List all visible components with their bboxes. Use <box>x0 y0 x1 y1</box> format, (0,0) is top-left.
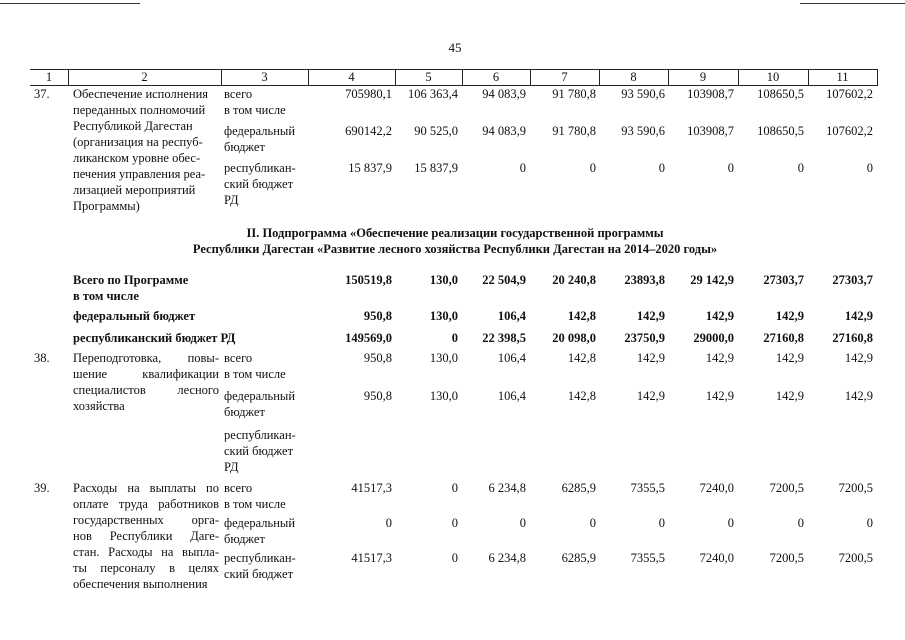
value-cell: 7200,5 <box>838 551 873 565</box>
desc-line: лизацией мероприятий <box>73 183 196 197</box>
value-cell: 130,0 <box>429 351 458 365</box>
source-line: РД <box>224 193 239 207</box>
value-cell: 142,9 <box>705 351 734 365</box>
column-header: 11 <box>836 70 849 84</box>
section-title-line: II. Подпрограмма «Обеспечение реализации государственной программы <box>246 226 664 240</box>
value-cell: 7240,0 <box>699 481 734 495</box>
value-cell: 0 <box>658 161 665 175</box>
desc-line: (организация на респуб- <box>73 135 203 149</box>
value-cell: 0 <box>866 516 873 530</box>
value-cell: 142,8 <box>567 309 596 323</box>
value-cell: 90 525,0 <box>414 124 458 138</box>
value-cell: 0 <box>589 161 596 175</box>
value-cell: 7355,5 <box>630 481 665 495</box>
value-cell: 0 <box>451 331 458 345</box>
value-cell: 22 398,5 <box>482 331 526 345</box>
value-cell: 23750,9 <box>624 331 665 345</box>
source-line: в том числе <box>224 103 286 117</box>
value-cell: 6 234,8 <box>488 481 526 495</box>
value-row <box>0 550 905 566</box>
source-line: республикан- <box>224 551 296 565</box>
source-line: всего <box>224 481 253 495</box>
source-line: бюджет <box>224 532 265 546</box>
value-cell: 0 <box>519 516 526 530</box>
value-cell: 27303,7 <box>832 273 873 287</box>
total-label-sub: в том числе <box>73 289 139 303</box>
value-row <box>0 123 905 139</box>
value-cell: 29 142,9 <box>690 273 734 287</box>
desc-line: шение квалификации <box>73 367 219 381</box>
value-row <box>0 86 905 102</box>
value-cell: 142,9 <box>705 309 734 323</box>
source-line: всего <box>224 87 253 101</box>
value-cell: 0 <box>866 161 873 175</box>
desc-line: Программы) <box>73 199 140 213</box>
value-cell: 103908,7 <box>687 87 734 101</box>
header-divider <box>877 69 878 85</box>
value-cell: 690142,2 <box>345 124 392 138</box>
value-cell: 41517,3 <box>351 481 392 495</box>
total-label: федеральный бюджет <box>73 309 196 323</box>
value-cell: 142,9 <box>844 309 873 323</box>
value-row <box>0 308 905 324</box>
value-cell: 142,9 <box>636 351 665 365</box>
value-cell: 142,9 <box>844 351 873 365</box>
value-cell: 0 <box>385 516 392 530</box>
value-row <box>0 515 905 531</box>
desc-line: переданных полномочий <box>73 103 206 117</box>
value-cell: 41517,3 <box>351 551 392 565</box>
value-cell: 149569,0 <box>345 331 392 345</box>
value-cell: 22 504,9 <box>482 273 526 287</box>
value-cell: 106,4 <box>497 309 526 323</box>
desc-line: хозяйства <box>73 399 125 413</box>
value-cell: 7200,5 <box>838 481 873 495</box>
value-cell: 94 083,9 <box>482 124 526 138</box>
funding-source <box>224 427 309 475</box>
value-cell: 142,9 <box>636 309 665 323</box>
source-line: ский бюджет <box>224 567 294 581</box>
value-cell: 950,8 <box>363 389 392 403</box>
desc-line: Республикой Дагестан <box>73 119 193 133</box>
source-line: РД <box>224 460 239 474</box>
value-cell: 27160,8 <box>832 331 873 345</box>
column-header: 10 <box>766 70 780 84</box>
value-row <box>0 330 905 346</box>
source-line: федеральный <box>224 389 296 403</box>
value-cell: 142,9 <box>775 351 804 365</box>
column-header: 7 <box>561 70 568 84</box>
row-number: 37. <box>34 87 50 101</box>
value-row <box>0 388 905 404</box>
value-cell: 15 837,9 <box>414 161 458 175</box>
value-cell: 27303,7 <box>763 273 804 287</box>
value-cell: 142,9 <box>636 389 665 403</box>
desc-line: обеспечения выполнения <box>73 577 208 591</box>
value-cell: 94 083,9 <box>482 87 526 101</box>
value-cell: 0 <box>451 481 458 495</box>
value-cell: 7200,5 <box>769 551 804 565</box>
value-cell: 93 590,6 <box>621 87 665 101</box>
value-row <box>0 160 905 176</box>
value-cell: 142,9 <box>705 389 734 403</box>
source-line: федеральный <box>224 516 296 530</box>
value-cell: 142,9 <box>775 309 804 323</box>
row-number: 39. <box>34 481 50 495</box>
desc-line: специалистов лесного <box>73 383 219 397</box>
desc-line: стан. Расходы на выпла- <box>73 545 219 559</box>
value-cell: 29000,0 <box>693 331 734 345</box>
value-cell: 6 234,8 <box>488 551 526 565</box>
value-cell: 15 837,9 <box>348 161 392 175</box>
value-cell: 0 <box>797 516 804 530</box>
page-number: 45 <box>448 40 462 55</box>
value-cell: 142,8 <box>567 389 596 403</box>
section-title-line: Республики Дагестан «Развитие лесного хозяйства Республики Дагестан на 2014–2020 годы» <box>192 242 718 256</box>
value-cell: 106,4 <box>497 389 526 403</box>
source-line: бюджет <box>224 405 265 419</box>
value-row <box>0 272 905 288</box>
value-row <box>0 480 905 496</box>
column-header: 5 <box>425 70 432 84</box>
value-cell: 6285,9 <box>561 551 596 565</box>
value-cell: 7355,5 <box>630 551 665 565</box>
value-cell: 106,4 <box>497 351 526 365</box>
value-cell: 23893,8 <box>624 273 665 287</box>
value-cell: 106 363,4 <box>408 87 458 101</box>
source-line: ский бюджет <box>224 177 294 191</box>
source-line: в том числе <box>224 367 286 381</box>
total-label: республиканский бюджет РД <box>73 331 236 345</box>
value-cell: 6285,9 <box>561 481 596 495</box>
column-header: 6 <box>492 70 500 84</box>
value-cell: 0 <box>727 161 734 175</box>
column-header: 1 <box>45 70 53 84</box>
desc-line: государственных орга- <box>73 513 219 527</box>
value-cell: 108650,5 <box>757 124 804 138</box>
value-cell: 0 <box>658 516 665 530</box>
column-header: 4 <box>348 70 355 84</box>
value-row <box>0 350 905 366</box>
scan-edge-top-right <box>800 3 905 4</box>
column-header: 8 <box>630 70 637 84</box>
desc-line: печения управления реа- <box>73 167 206 181</box>
value-cell: 0 <box>797 161 804 175</box>
scan-edge-top-left <box>0 3 140 4</box>
value-cell: 108650,5 <box>757 87 804 101</box>
value-cell: 0 <box>451 516 458 530</box>
value-cell: 142,8 <box>567 351 596 365</box>
value-cell: 950,8 <box>363 351 392 365</box>
value-cell: 7240,0 <box>699 551 734 565</box>
value-cell: 705980,1 <box>345 87 392 101</box>
value-cell: 130,0 <box>429 389 458 403</box>
column-header: 2 <box>141 70 148 84</box>
row-description <box>73 480 219 592</box>
value-cell: 93 590,6 <box>621 124 665 138</box>
source-line: в том числе <box>224 497 286 511</box>
source-line: ский бюджет <box>224 444 294 458</box>
column-header: 3 <box>261 70 268 84</box>
source-line: федеральный <box>224 124 296 138</box>
value-cell: 150519,8 <box>345 273 392 287</box>
value-cell: 950,8 <box>363 309 392 323</box>
value-cell: 0 <box>451 551 458 565</box>
desc-line: Переподготовка, повы- <box>73 351 219 365</box>
value-cell: 130,0 <box>429 273 458 287</box>
value-cell: 0 <box>519 161 526 175</box>
value-cell: 7200,5 <box>769 481 804 495</box>
desc-line: Обеспечение исполнения <box>73 87 209 101</box>
value-cell: 142,9 <box>775 389 804 403</box>
value-cell: 20 098,0 <box>552 331 596 345</box>
row-number: 38. <box>34 351 50 365</box>
value-cell: 20 240,8 <box>552 273 596 287</box>
source-line: республикан- <box>224 161 296 175</box>
value-cell: 107602,2 <box>826 124 873 138</box>
total-label: Всего по Программе <box>73 273 189 287</box>
desc-line: ты персоналу в целях <box>73 561 219 575</box>
source-line: всего <box>224 351 253 365</box>
column-header: 9 <box>699 70 707 84</box>
value-cell: 130,0 <box>429 309 458 323</box>
desc-line: оплате труда работников <box>73 497 219 511</box>
value-cell: 103908,7 <box>687 124 734 138</box>
source-line: республикан- <box>224 428 296 442</box>
value-cell: 27160,8 <box>763 331 804 345</box>
source-line: бюджет <box>224 140 265 154</box>
row-description <box>73 86 219 214</box>
value-cell: 91 780,8 <box>552 87 596 101</box>
value-cell: 0 <box>589 516 596 530</box>
value-cell: 91 780,8 <box>552 124 596 138</box>
desc-line: ликанском уровне обес- <box>73 151 201 165</box>
value-cell: 107602,2 <box>826 87 873 101</box>
desc-line: нов Республики Даге- <box>73 529 219 543</box>
desc-line: Расходы на выплаты по <box>73 481 219 495</box>
value-cell: 0 <box>727 516 734 530</box>
value-cell: 142,9 <box>844 389 873 403</box>
